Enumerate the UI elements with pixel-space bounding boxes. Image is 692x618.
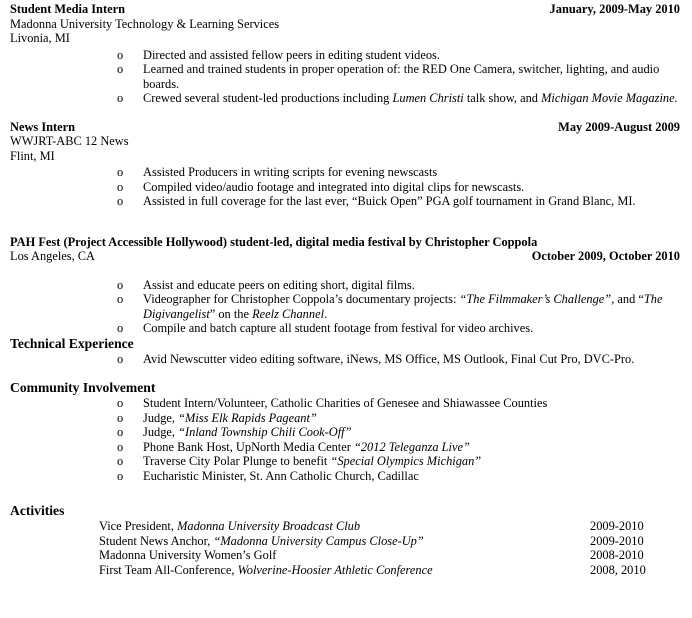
section-heading: Activities: [10, 503, 65, 518]
job-dates: May 2009-August 2009: [558, 119, 680, 134]
job-location: Flint, MI: [10, 148, 55, 163]
text-segment: talk show, and: [463, 91, 542, 105]
community-involvement-section: [10, 380, 680, 483]
job-bullets: [10, 165, 680, 209]
text-segment: Judge,: [143, 425, 179, 439]
activity-title: [99, 519, 590, 534]
resume-page: [10, 2, 680, 577]
italic-text: Madonna University Broadcast Club: [177, 519, 361, 533]
italic-text: Michigan Movie Magazine.: [541, 91, 678, 105]
bullet-item: [117, 91, 680, 106]
job-pah-fest: [10, 235, 680, 336]
job-student-media-intern: [10, 2, 680, 106]
italic-text: “Inland Township Chili Cook-Off”: [178, 425, 352, 439]
bullet-item: [117, 48, 680, 63]
activity-row: [10, 548, 680, 563]
italic-text: “Miss Elk Rapids Pageant”: [178, 410, 317, 425]
italic-text: Reelz Channel: [252, 306, 325, 321]
text-segment: Phone Bank Host, UpNorth Media Center: [143, 439, 354, 454]
bullet-item: [117, 292, 680, 321]
text-segment: ” on the: [209, 306, 253, 321]
job-location: Livonia, MI: [10, 31, 70, 45]
bullet-item: [117, 425, 680, 440]
text-segment: First Team All-Conference,: [99, 562, 238, 577]
text-segment: Assist and educate peers on editing short, digital films.: [143, 277, 415, 292]
bullet-item: [117, 396, 680, 411]
text-segment: Crewed several student-led productions including: [143, 91, 393, 105]
activity-title: [99, 534, 590, 549]
text-segment: Judge,: [143, 410, 179, 425]
text-segment: Learned and trained students in proper operation of: the RED One Camera, switcher, lighting, and audio boards.: [143, 62, 660, 91]
activity-row: [10, 519, 680, 534]
italic-text: The Digivangelist: [143, 292, 663, 321]
bullet-item: [117, 278, 680, 293]
italic-text: Lumen Christi: [392, 91, 464, 105]
activity-title: [99, 563, 590, 578]
bullet-item: [117, 469, 680, 484]
text-segment: Traverse City Polar Plunge to benefit: [143, 454, 331, 468]
job-title: Student Media Intern: [10, 2, 125, 16]
bullet-item: [117, 194, 680, 209]
text-segment: Madonna University Women’s Golf: [99, 548, 277, 562]
italic-text: Wolverine-Hoosier Athletic Conference: [237, 562, 433, 577]
italic-text: “Special Olympics Michigan”: [330, 454, 482, 468]
text-segment: Vice President,: [99, 519, 178, 533]
text-segment: Assisted Producers in writing scripts for evening newscasts: [143, 165, 438, 179]
job-dates: October 2009, October 2010: [531, 249, 680, 263]
activity-years: 2009-2010: [590, 519, 644, 533]
bullet-item: [117, 180, 680, 195]
activities-section: [10, 503, 680, 577]
activity-years: 2008-2010: [590, 548, 644, 562]
text-segment: Eucharistic Minister, St. Ann Catholic Church, Cadillac: [143, 468, 419, 483]
job-org: Madonna University Technology & Learning Services: [10, 16, 280, 31]
italic-text: “The Filmmaker’s Challenge”: [459, 292, 612, 306]
activity-row: [10, 534, 680, 549]
text-segment: .: [324, 306, 328, 321]
section-heading: Community Involvement: [10, 380, 156, 395]
text-segment: Assisted in full coverage for the last ever, “Buick Open” PGA golf tournament in Grand Blanc, MI.: [143, 194, 636, 208]
job-org: WWJRT-ABC 12 News: [10, 134, 129, 148]
job-title: News Intern: [10, 119, 76, 134]
text-segment: Videographer for Christopher Coppola’s documentary projects:: [143, 292, 460, 306]
technical-experience-section: [10, 336, 680, 367]
technical-bullets: [10, 352, 680, 367]
text-segment: Student Intern/Volunteer, Catholic Charities of Genesee and Shiawassee Counties: [143, 396, 548, 410]
community-bullets: [10, 396, 680, 483]
text-segment: Student News Anchor,: [99, 533, 214, 548]
job-dates: January, 2009-May 2010: [549, 2, 680, 16]
activity-title: [99, 548, 590, 563]
bullet-item: [117, 411, 680, 426]
section-heading: Technical Experience: [10, 335, 134, 351]
text-segment: Directed and assisted fellow peers in editing student videos.: [143, 47, 440, 62]
bullet-item: [117, 62, 680, 91]
bullet-item: [117, 454, 680, 469]
activity-years: 2009-2010: [590, 533, 644, 548]
job-location: Los Angeles, CA: [10, 249, 96, 263]
text-segment: Avid Newscutter video editing software, iNews, MS Office, MS Outlook, Final Cut Pro, DVC-Pro.: [143, 351, 635, 366]
italic-text: “2012 Teleganza Live”: [353, 439, 470, 454]
activity-years: 2008, 2010: [590, 562, 646, 577]
job-bullets: [10, 278, 680, 336]
bullet-item: [117, 440, 680, 455]
bullet-item: [117, 165, 680, 180]
text-segment: Compiled video/audio footage and integrated into digital clips for newscasts.: [143, 179, 525, 194]
text-segment: , and “: [611, 292, 644, 306]
text-segment: Compile and batch capture all student footage from festival for video archives.: [143, 321, 534, 335]
italic-text: “Madonna University Campus Close-Up”: [213, 533, 424, 548]
job-news-intern: [10, 120, 680, 209]
bullet-item: [117, 321, 680, 336]
job-title: PAH Fest (Project Accessible Hollywood) student-led, digital media festival by Christopher Coppola: [10, 234, 538, 249]
activity-row: [10, 563, 680, 578]
activities-list: [10, 519, 680, 577]
bullet-item: [117, 352, 680, 367]
job-bullets: [10, 48, 680, 106]
